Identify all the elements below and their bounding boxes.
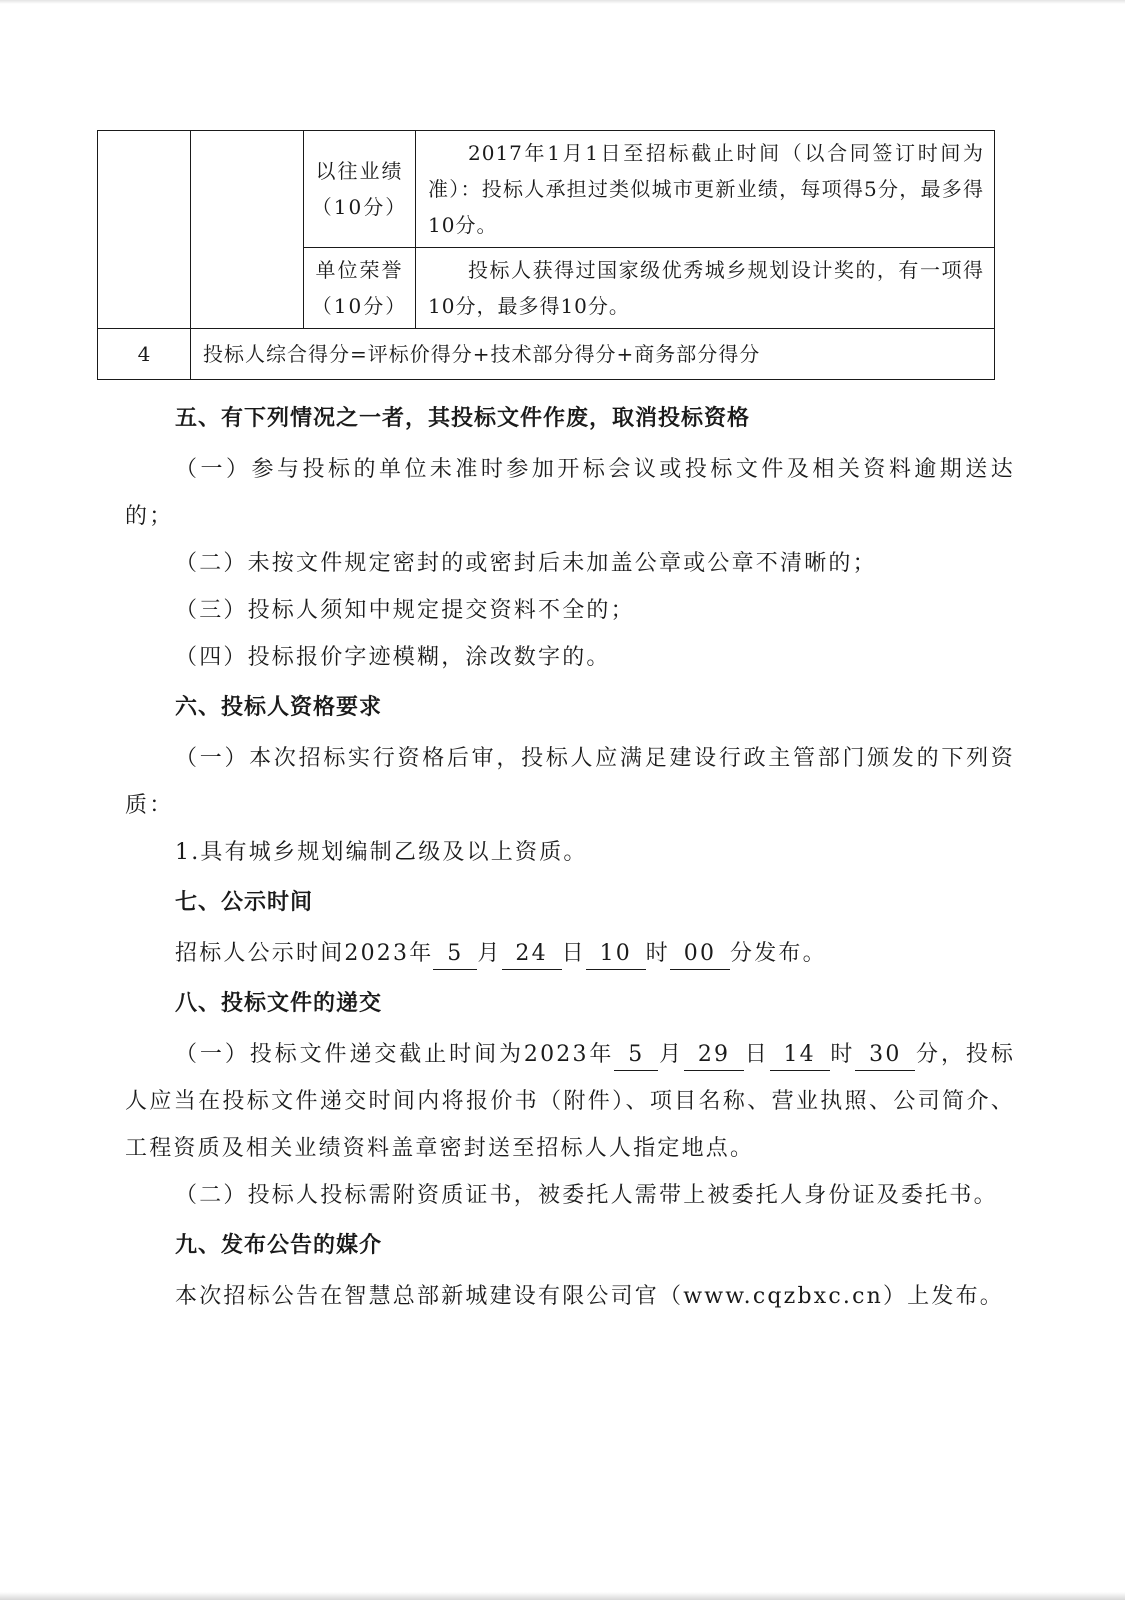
paragraph: （二）未按文件规定密封的或密封后未加盖公章或公章不清晰的；	[175, 551, 877, 576]
submission-deadline: （一）投标文件递交截止时间为2023年 5 月 29 日 14 时 30 分，投标人应当在投标文件递交时间内将报价书（附件）、项目名称、营业执照、公司简介、工程资质及相关业绩资料盖章密封送至招标人人指定地点。	[125, 1042, 1016, 1161]
paragraph: 本次招标公告在智慧总部新城建设有限公司官（www.cqzbxc.cn）上发布。	[175, 1284, 1004, 1309]
publication-time: 招标人公示时间2023年 5 月 24 日 10 时 00 分发布。	[125, 930, 1015, 977]
hour-value: 10	[586, 939, 646, 970]
empty-cell	[191, 131, 304, 329]
table-row	[98, 329, 995, 380]
paragraph: （一）参与投标的单位未准时参加开标会议或投标文件及相关资料逾期送达的；	[125, 457, 1015, 529]
scan-edge-bottom	[0, 1592, 1125, 1600]
day-value: 29	[684, 1040, 744, 1071]
criterion-name: 单位荣誉 （10分）	[304, 248, 416, 329]
day-value: 24	[502, 939, 562, 970]
section-heading: 五、有下列情况之一者，其投标文件作废，取消投标资格	[175, 406, 751, 431]
section-heading: 六、投标人资格要求	[175, 695, 383, 720]
minute-value: 00	[670, 939, 730, 970]
scan-edge-top	[0, 0, 1125, 4]
document-body	[125, 392, 1015, 1320]
hour-value: 14	[770, 1040, 830, 1071]
paragraph: （四）投标报价字迹模糊，涂改数字的。	[175, 645, 611, 670]
total-score-formula: 投标人综合得分=评标价得分+技术部分得分+商务部分得分	[191, 329, 995, 380]
minute-value: 30	[855, 1040, 915, 1071]
criterion-description: 2017年1月1日至招标截止时间（以合同签订时间为准）：投标人承担过类似城市更新业绩，每项得5分，最多得10分。	[416, 131, 995, 248]
criterion-name: 以往业绩 （10分）	[304, 131, 416, 248]
criterion-description: 投标人获得过国家级优秀城乡规划设计奖的，有一项得10分，最多得10分。	[416, 248, 995, 329]
month-value: 5	[433, 939, 477, 970]
table-row	[98, 131, 995, 248]
row-number: 4	[98, 329, 191, 380]
paragraph: 1.具有城乡规划编制乙级及以上资质。	[175, 840, 588, 865]
paragraph: （二）投标人投标需附资质证书，被委托人需带上被委托人身份证及委托书。	[175, 1183, 998, 1208]
month-value: 5	[614, 1040, 658, 1071]
scoring-table	[97, 130, 995, 380]
paragraph: （一）本次招标实行资格后审，投标人应满足建设行政主管部门颁发的下列资质：	[125, 746, 1015, 818]
section-heading: 八、投标文件的递交	[175, 991, 383, 1016]
empty-cell	[98, 131, 191, 329]
paragraph: （三）投标人须知中规定提交资料不全的；	[175, 598, 635, 623]
section-heading: 九、发布公告的媒介	[175, 1233, 383, 1258]
section-heading: 七、公示时间	[175, 890, 314, 915]
